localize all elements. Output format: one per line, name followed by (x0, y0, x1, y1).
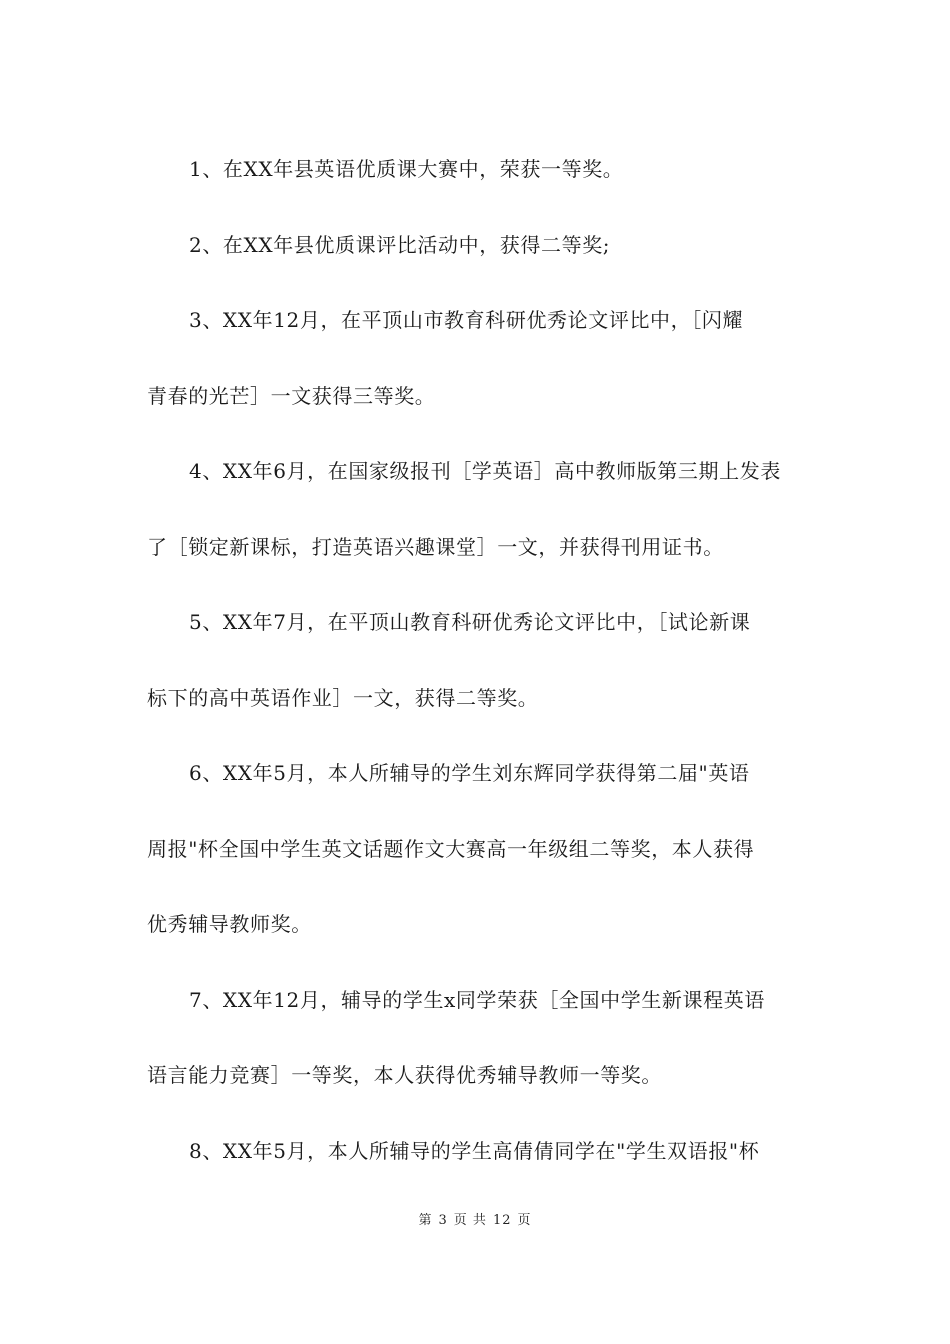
footer-mid: 页 共 (453, 1213, 487, 1228)
paragraph-line: 了［锁定新课标，打造英语兴趣课堂］一文，并获得刊用证书。 (147, 534, 724, 559)
paragraph-line: 4、XX年6月，在国家级报刊［学英语］高中教师版第三期上发表 (189, 459, 781, 483)
document-body (147, 132, 807, 1189)
paragraph-line: 青春的光芒］一文获得三等奖。 (147, 383, 436, 408)
paragraph-line: 语言能力竞赛］一等奖，本人获得优秀辅导教师一等奖。 (147, 1063, 662, 1087)
footer-total-pages: 12 (492, 1213, 512, 1228)
paragraph-line: 6、XX年5月，本人所辅导的学生刘东辉同学获得第二届"英语 (189, 761, 750, 785)
footer-current-page: 3 (438, 1213, 448, 1228)
paragraph-line: 标下的高中英语作业］一文，获得二等奖。 (147, 685, 539, 710)
page-footer (0, 1209, 950, 1228)
footer-prefix: 第 (418, 1213, 433, 1228)
paragraph-line: 8、XX年5月，本人所辅导的学生高倩倩同学在"学生双语报"杯 (189, 1138, 760, 1163)
paragraph-line: 2、在XX年县优质课评比活动中，获得二等奖; (189, 232, 611, 257)
paragraph-5 (147, 585, 807, 736)
paragraph-7 (147, 963, 807, 1114)
paragraph-3 (147, 283, 807, 434)
paragraph-line: 3、XX年12月，在平顶山市教育科研优秀论文评比中，［闪耀 (189, 308, 744, 332)
paragraph-1 (147, 132, 807, 208)
paragraph-line: 5、XX年7月，在平顶山教育科研优秀论文评比中，［试论新课 (189, 610, 751, 634)
paragraph-6 (147, 736, 807, 963)
paragraph-4 (147, 434, 807, 585)
paragraph-line: 优秀辅导教师奖。 (147, 912, 312, 936)
footer-suffix: 页 (517, 1213, 532, 1228)
paragraph-8 (147, 1114, 807, 1190)
paragraph-line: 1、在XX年县英语优质课大赛中，荣获一等奖。 (189, 157, 624, 181)
paragraph-line: 7、XX年12月，辅导的学生x同学荣获［全国中学生新课程英语 (189, 987, 765, 1012)
paragraph-line: 周报"杯全国中学生英文话题作文大赛高一年级组二等奖，本人获得 (147, 836, 755, 861)
paragraph-2 (147, 208, 807, 284)
